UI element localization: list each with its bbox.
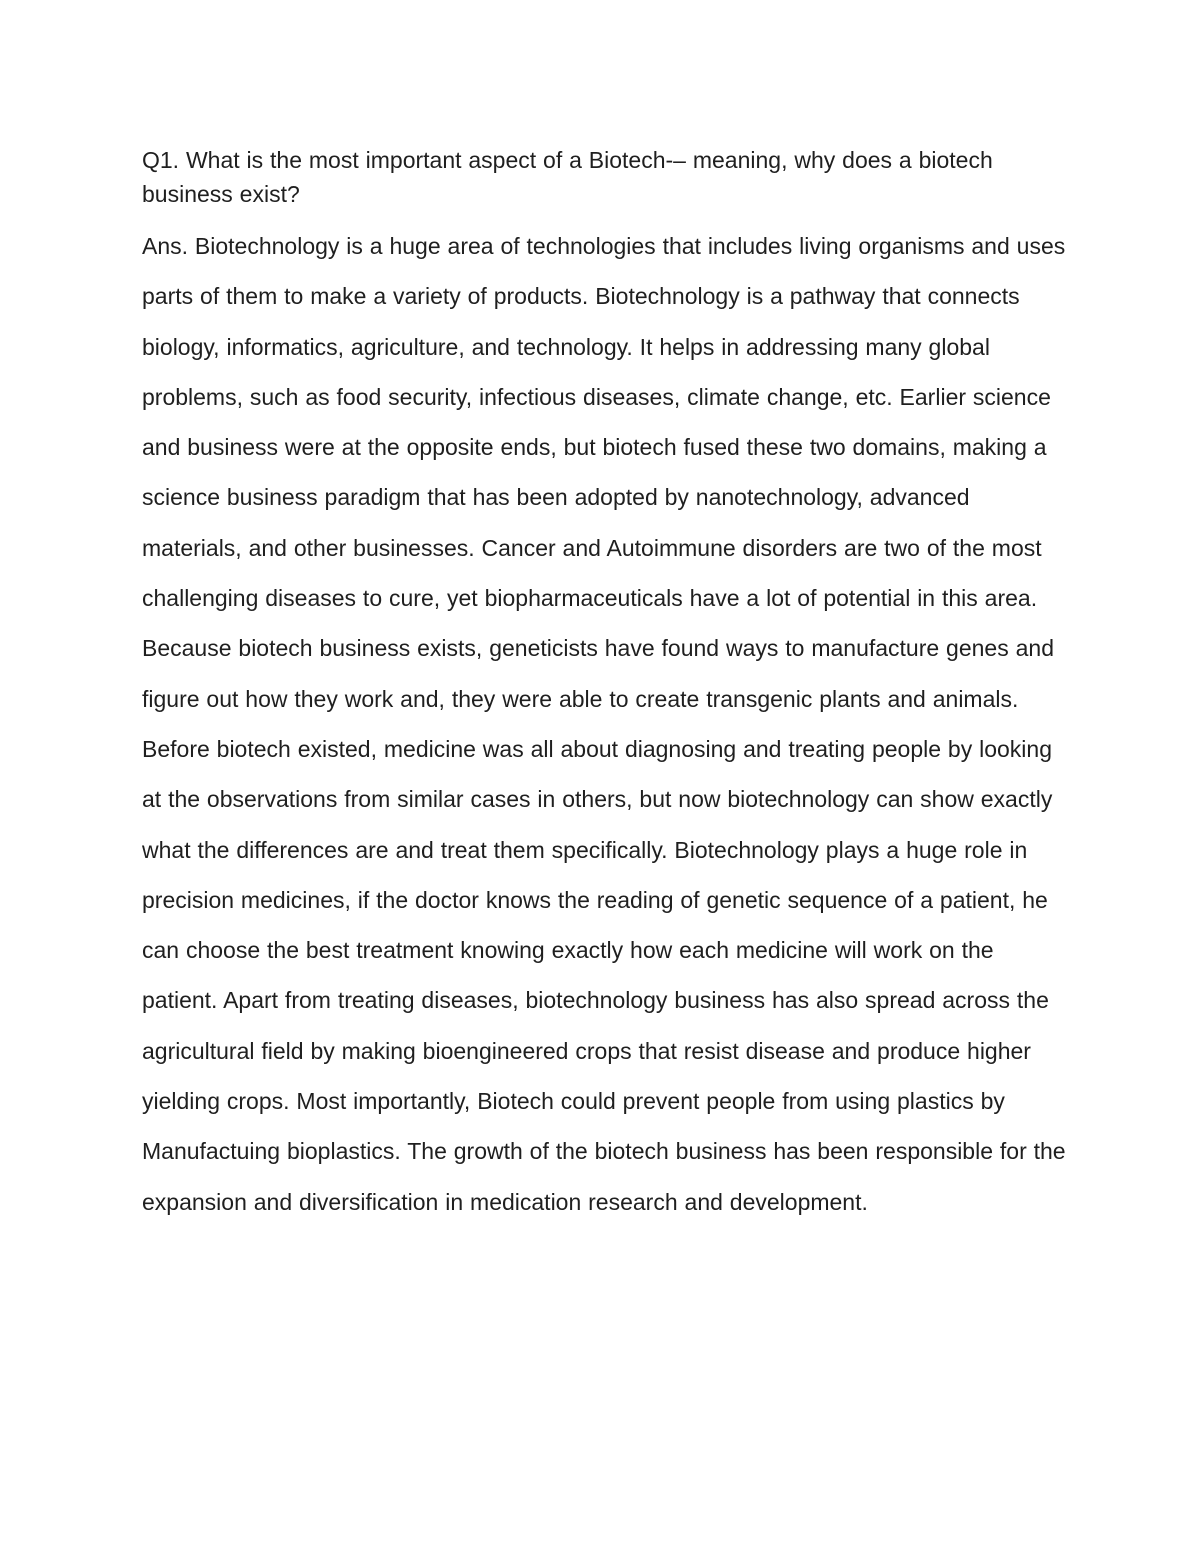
document-body <box>142 143 1067 1227</box>
question-text: Q1. What is the most important aspect of a Biotech-– meaning, why does a biotech business exist? <box>142 147 993 207</box>
answer-text: Ans. Biotechnology is a huge area of technologies that includes living organisms and uses parts of them to make a variety of products. Biotechnology is a pathway that connects biology, informatics, agriculture, and technology. It helps in addressing many global problems, such as food security, infectious diseases, climate change, etc. Earlier science and business were at the opposite ends, but biotech fused these two domains, making a science business paradigm that has been adopted by nanotechnology, advanced materials, and other businesses. Cancer and Autoimmune disorders are two of the most challenging diseases to cure, yet biopharmaceuticals have a lot of potential in this area. Because biotech business exists, geneticists have found ways to manufacture genes and figure out how they work and, they were able to create transgenic plants and animals. Before biotech existed, medicine was all about diagnosing and treating people by looking at the observations from similar cases in others, but now biotechnology can show exactly what the differences are and treat them specifically. Biotechnology plays a huge role in precision medicines, if the doctor knows the reading of genetic sequence of a patient, he can choose the best treatment knowing exactly how each medicine will work on the patient. Apart from treating diseases, biotechnology business has also spread across the agricultural field by making bioengineered crops that resist disease and produce higher yielding crops. Most importantly, Biotech could prevent people from using plastics by Manufactuing bioplastics. The growth of the biotech business has been responsible for the expansion and diversification in medication research and development. <box>142 233 1066 1215</box>
